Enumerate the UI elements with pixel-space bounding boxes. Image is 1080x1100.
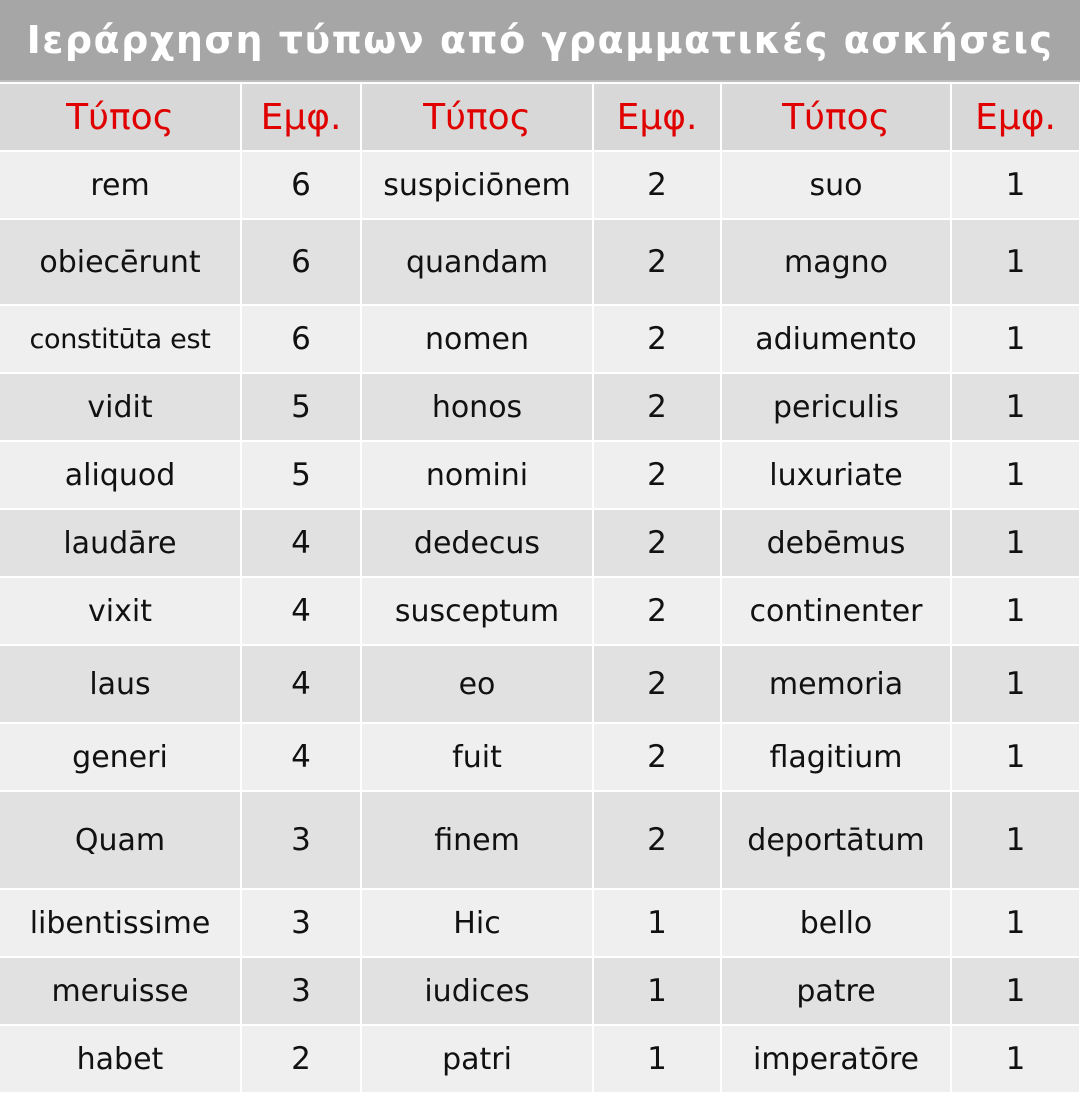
- cell-word-2: nomen: [361, 305, 593, 373]
- cell-count-3: 1: [951, 791, 1080, 889]
- cell-word-2: honos: [361, 373, 593, 441]
- cell-word-3: debēmus: [721, 509, 951, 577]
- header-count-2: Εμφ.: [593, 84, 721, 151]
- table-row: [0, 151, 1080, 219]
- cell-count-2: 1: [593, 889, 721, 957]
- cell-word-1: habet: [0, 1025, 241, 1093]
- table-row: [0, 577, 1080, 645]
- cell-count-2: 2: [593, 791, 721, 889]
- cell-count-1: 5: [241, 441, 361, 509]
- cell-count-3: 1: [951, 1025, 1080, 1093]
- cell-word-3: flagitium: [721, 723, 951, 791]
- page-title: Ιεράρχηση τύπων από γραμματικές ασκήσεις: [26, 18, 1054, 62]
- table-row: [0, 889, 1080, 957]
- cell-count-2: 2: [593, 509, 721, 577]
- cell-count-2: 2: [593, 723, 721, 791]
- table-row: [0, 1025, 1080, 1093]
- cell-word-1: rem: [0, 151, 241, 219]
- header-count-3: Εμφ.: [951, 84, 1080, 151]
- cell-count-3: 1: [951, 305, 1080, 373]
- cell-count-1: 3: [241, 957, 361, 1025]
- cell-count-1: 4: [241, 723, 361, 791]
- header-row: [0, 84, 1080, 151]
- cell-word-1: obiecērunt: [0, 219, 241, 305]
- cell-word-2: quandam: [361, 219, 593, 305]
- cell-word-2: eo: [361, 645, 593, 723]
- cell-word-1: vidit: [0, 373, 241, 441]
- cell-count-3: 1: [951, 509, 1080, 577]
- cell-count-1: 3: [241, 889, 361, 957]
- cell-word-2: suspiciōnem: [361, 151, 593, 219]
- cell-word-3: luxuriate: [721, 441, 951, 509]
- cell-count-3: 1: [951, 889, 1080, 957]
- cell-count-3: 1: [951, 645, 1080, 723]
- table-row: [0, 957, 1080, 1025]
- cell-word-1: vixit: [0, 577, 241, 645]
- cell-word-3: adiumento: [721, 305, 951, 373]
- table-row: [0, 441, 1080, 509]
- cell-count-1: 6: [241, 305, 361, 373]
- cell-word-3: continenter: [721, 577, 951, 645]
- table-row: [0, 373, 1080, 441]
- cell-word-3: suo: [721, 151, 951, 219]
- cell-count-3: 1: [951, 577, 1080, 645]
- table-row: [0, 645, 1080, 723]
- cell-count-2: 2: [593, 577, 721, 645]
- cell-count-3: 1: [951, 723, 1080, 791]
- cell-count-3: 1: [951, 373, 1080, 441]
- cell-count-2: 1: [593, 957, 721, 1025]
- cell-word-1: meruisse: [0, 957, 241, 1025]
- cell-count-2: 2: [593, 373, 721, 441]
- cell-count-1: 4: [241, 577, 361, 645]
- cell-count-2: 2: [593, 219, 721, 305]
- cell-count-3: 1: [951, 441, 1080, 509]
- cell-word-3: memoria: [721, 645, 951, 723]
- table-row: [0, 723, 1080, 791]
- cell-word-2: nomini: [361, 441, 593, 509]
- cell-count-1: 3: [241, 791, 361, 889]
- cell-count-1: 6: [241, 151, 361, 219]
- cell-count-2: 2: [593, 305, 721, 373]
- cell-count-1: 4: [241, 509, 361, 577]
- cell-count-2: 1: [593, 1025, 721, 1093]
- cell-count-3: 1: [951, 151, 1080, 219]
- cell-word-2: dedecus: [361, 509, 593, 577]
- table-row: [0, 509, 1080, 577]
- cell-word-2: iudices: [361, 957, 593, 1025]
- cell-count-3: 1: [951, 957, 1080, 1025]
- table-row: [0, 305, 1080, 373]
- cell-count-2: 2: [593, 151, 721, 219]
- cell-word-1: libentissime: [0, 889, 241, 957]
- cell-word-2: susceptum: [361, 577, 593, 645]
- cell-word-3: deportātum: [721, 791, 951, 889]
- table-body: [0, 151, 1080, 1093]
- cell-word-1: constitūta est: [0, 305, 241, 373]
- cell-word-3: periculis: [721, 373, 951, 441]
- cell-word-1: aliquod: [0, 441, 241, 509]
- cell-word-2: Hic: [361, 889, 593, 957]
- cell-count-1: 2: [241, 1025, 361, 1093]
- cell-word-2: fuit: [361, 723, 593, 791]
- cell-count-2: 2: [593, 645, 721, 723]
- table-row: [0, 791, 1080, 889]
- cell-word-1: laus: [0, 645, 241, 723]
- table-row: [0, 219, 1080, 305]
- cell-word-2: patri: [361, 1025, 593, 1093]
- cell-word-3: patre: [721, 957, 951, 1025]
- cell-count-1: 6: [241, 219, 361, 305]
- header-type-3: Τύπος: [721, 84, 951, 151]
- cell-word-3: magno: [721, 219, 951, 305]
- cell-word-2: finem: [361, 791, 593, 889]
- cell-word-3: bello: [721, 889, 951, 957]
- cell-count-1: 5: [241, 373, 361, 441]
- cell-count-3: 1: [951, 219, 1080, 305]
- cell-word-1: generi: [0, 723, 241, 791]
- header-type-1: Τύπος: [0, 84, 241, 151]
- cell-count-1: 4: [241, 645, 361, 723]
- header-count-1: Εμφ.: [241, 84, 361, 151]
- cell-word-1: Quam: [0, 791, 241, 889]
- header-type-2: Τύπος: [361, 84, 593, 151]
- cell-word-3: imperatōre: [721, 1025, 951, 1093]
- title-bar: [0, 0, 1080, 82]
- frequency-table: [0, 84, 1080, 1094]
- cell-word-1: laudāre: [0, 509, 241, 577]
- cell-count-2: 2: [593, 441, 721, 509]
